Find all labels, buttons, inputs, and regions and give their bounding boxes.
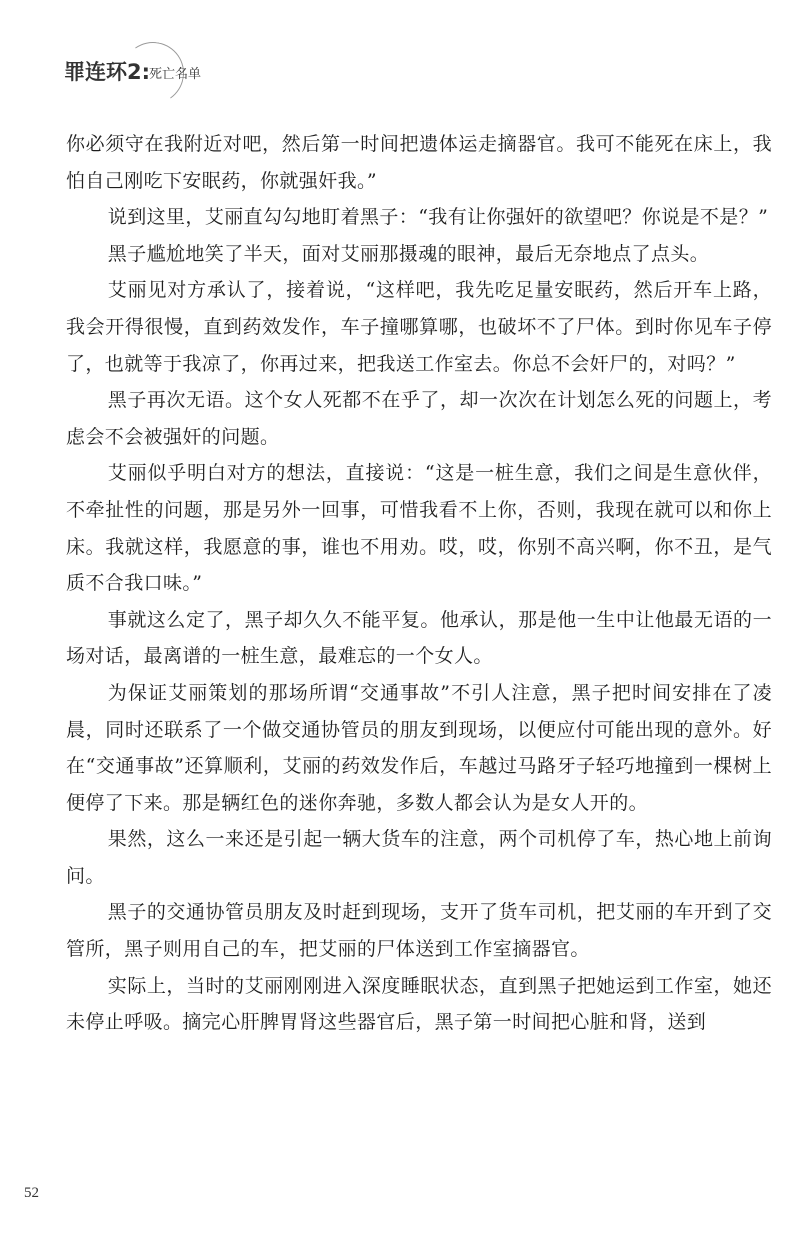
paragraph: 艾丽见对方承认了，接着说，“这样吧，我先吃足量安眠药，然后开车上路，我会开得很慢，直到药效发作，车子撞哪算哪，也破坏不了尸体。到时你见车子停了，也就等于我凉了，你再过来，把我送工作室去。你总不会奸尸的，对吗？” <box>66 279 772 375</box>
page-number: 52 <box>24 1185 39 1201</box>
paragraph-continuation: 你必须守在我附近对吧，然后第一时间把遗体运走摘器官。我可不能死在床上，我怕自己刚吃下安眠药，你就强奸我。” <box>66 133 772 192</box>
body-text <box>66 126 772 1041</box>
paragraph: 说到这里，艾丽直勾勾地盯着黑子：“我有让你强奸的欲望吧？你说是不是？” <box>107 206 769 229</box>
paragraph: 为保证艾丽策划的那场所谓“交通事故”不引人注意，黑子把时间安排在了凌晨，同时还联系了一个做交通协管员的朋友到现场，以便应付可能出现的意外。好在“交通事故”还算顺利，艾丽的药效发作后，车越过马路牙子轻巧地撞到一棵树上便停了下来。那是辆红色的迷你奔驰，多数人都会认为是女人开的。 <box>66 681 772 814</box>
book-title: 罪连环2: <box>64 60 151 84</box>
paragraph: 黑子再次无语。这个女人死都不在乎了，却一次次在计划怎么死的问题上，考虑会不会被强奸的问题。 <box>66 389 772 448</box>
paragraph: 果然，这么一来还是引起一辆大货车的注意，两个司机停了车，热心地上前询问。 <box>66 828 772 887</box>
paragraph: 实际上，当时的艾丽刚刚进入深度睡眠状态，直到黑子把她运到工作室，她还未停止呼吸。摘完心肝脾胃肾这些器官后，黑子第一时间把心脏和肾，送到 <box>66 974 772 1034</box>
paragraph: 事就这么定了，黑子却久久不能平复。他承认，那是他一生中让他最无语的一场对话，最离谱的一桩生意，最难忘的一个女人。 <box>66 608 772 668</box>
paragraph: 黑子的交通协管员朋友及时赶到现场，支开了货车司机，把艾丽的车开到了交管所，黑子则用自己的车，把艾丽的尸体送到工作室摘器官。 <box>66 901 772 961</box>
paragraph: 艾丽似乎明白对方的想法，直接说：“这是一桩生意，我们之间是生意伙伴，不牵扯性的问题，那是另外一回事，可惜我看不上你，否则，我现在就可以和你上床。我就这样，我愿意的事，谁也不用劝。哎，哎，你别不高兴啊，你不丑，是气质不合我口味。” <box>66 462 772 595</box>
running-header <box>64 44 264 94</box>
paragraph: 黑子尴尬地笑了半天，面对艾丽那摄魂的眼神，最后无奈地点了点头。 <box>107 242 710 265</box>
book-subtitle: 死亡名单 <box>149 67 202 82</box>
